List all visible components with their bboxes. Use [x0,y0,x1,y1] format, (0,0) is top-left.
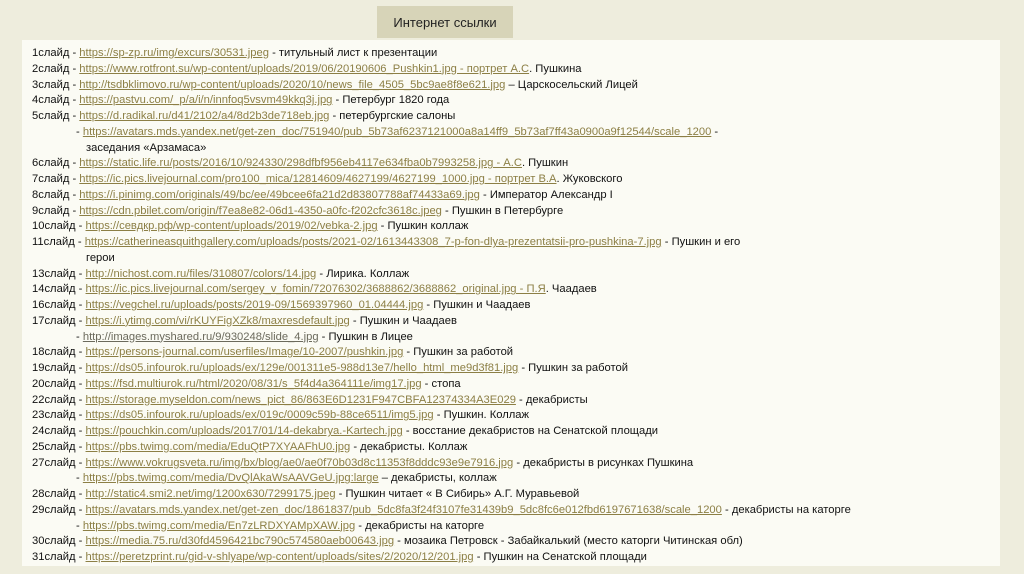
separator: - [75,220,86,233]
separator: - [75,346,86,359]
separator: - [69,62,80,75]
link-description: - Пушкин в Лицее [318,330,413,343]
separator: - [75,535,86,548]
image-url-link[interactable]: http://images.myshared.ru/9/930248/slide_4.jpg [82,330,319,343]
link-description: - мозаика Петровск - Забайкалький (место каторги Читинская обл) [394,535,743,548]
link-description: - Пушкин и Чаадаев [423,299,531,311]
link-description: - Пушкин. Коллаж [433,409,529,422]
slide-number: 2слайд [32,62,70,75]
image-url-link[interactable]: https://static.life.ru/posts/2016/10/924330/298dfbf956eb4117e634fba0b7993258.jpg - А.С [79,157,522,170]
image-url-link[interactable]: https://pbs.twimg.com/media/DvQlAkaWsAAVGeU.jpg:large [82,472,379,485]
link-row [32,534,1000,550]
slide-number: 18слайд [32,346,76,359]
slide-number: 19слайд [32,362,76,374]
link-description: - Пушкин и его [661,236,741,248]
slide-number: 5слайд [32,110,70,122]
link-description: - декабристы на каторге [355,519,485,532]
link-description: - декабристы [515,393,588,406]
link-description: - Петербург 1820 года [332,94,450,107]
separator: - [75,551,86,563]
link-description: - [711,125,719,138]
slide-number: 3слайд [32,78,70,91]
separator: - [76,330,83,343]
link-description: - Император Александр I [479,188,613,201]
slide-number: 17слайд [32,314,76,327]
slide-number: 7слайд [32,173,70,185]
link-row [32,424,1000,440]
link-description: . Чаадаев [545,283,597,296]
separator: - [75,377,86,390]
link-row [32,188,1000,204]
image-url-link[interactable]: https://catherineasquithgallery.com/uploads/posts/2021-02/1613443308_7-p-fon-dlya-prezentatsii-pro-pushkina-7.jpg [84,236,662,248]
slide-number: 30слайд [32,535,76,548]
image-url-link[interactable]: https://avatars.mds.yandex.net/get-zen_doc/751940/pub_5b73af6237121000a8a14ff9_5b73af7ff43a0900a9f12544/scale_1200 [82,125,712,138]
link-description: . Пушкин [521,157,569,170]
image-url-link[interactable]: https://persons-journal.com/userfiles/Image/10-2007/pushkin.jpg [85,346,404,359]
link-row [32,456,1000,472]
separator: - [75,362,86,374]
link-row [32,408,1000,424]
link-description: - восстание декабристов на Сенатской площади [402,425,659,437]
image-url-link[interactable]: https://sp-zp.ru/img/excurs/30531.jpeg [79,47,269,59]
link-description: - стопа [421,377,461,390]
image-url-link[interactable]: http://nichost.com.ru/files/310807/colors/14.jpg [85,267,317,280]
separator: - [75,299,86,311]
separator: - [75,440,86,453]
link-description: - Пушкин и Чаадаев [349,314,457,327]
link-row [32,109,1000,125]
separator: - [69,110,80,122]
link-row [32,440,1000,456]
link-row [32,93,1000,109]
link-description: - Лирика. Коллаж [316,267,410,280]
link-row [32,471,1000,487]
link-description: - Пушкин в Петербурге [441,204,564,217]
image-url-link[interactable]: https://avatars.mds.yandex.net/get-zen_doc/1861837/pub_5dc8fa3f24f3107fe31439b9_5dc8fc6e012fbd6197671638/scale_1200 [85,503,722,516]
separator: - [69,47,80,59]
link-row [32,345,1000,361]
link-description: - Пушкин за работой [518,362,628,374]
slide-number: 28слайд [32,488,76,500]
image-url-link[interactable]: https://pastvu.com/_p/a/i/n/innfoq5vsvm49kkq3j.jpg [79,94,333,107]
link-description: . Жуковского [556,173,623,185]
image-url-link[interactable]: https://cdn.pbilet.com/origin/f7ea8e82-06d1-4350-a0fc-f202cfc3618c.jpeg [79,204,442,217]
image-url-link[interactable]: https://peretzprint.ru/gid-v-shlyape/wp-content/uploads/sites/2/2020/12/201.jpg [85,551,474,563]
link-description: - декабристы. Коллаж [350,440,468,453]
slide-number: 14слайд [32,283,76,296]
slide-number: 24слайд [32,425,76,437]
image-url-link[interactable]: https://ds05.infourok.ru/uploads/ex/129e/001311e5-988d13e7/hello_html_me9d3f81.jpg [85,362,519,374]
slide-number: 1слайд [32,47,70,59]
slide-number: 25слайд [32,440,76,453]
image-url-link[interactable]: https://i.pinimg.com/originals/49/bc/ee/49bcee6fa21d2d83807788af74433a69.jpg [79,188,480,201]
link-description: – декабристы, коллаж [378,472,497,485]
link-description: – Царскосельский Лицей [505,78,638,91]
links-list [32,46,1000,566]
link-row [32,156,1000,172]
image-url-link[interactable]: https://media.75.ru/d30fd4596421bc790c574580aeb00643.jpg [85,535,395,548]
slide-number: 8слайд [32,188,70,201]
link-row [32,46,1000,62]
link-description: - Пушкин на Сенатской площади [473,551,647,563]
image-url-link[interactable]: https://i.ytimg.com/vi/rKUYFigXZk8/maxresdefault.jpg [85,314,350,327]
slide-number: 27слайд [32,456,76,469]
link-row [32,172,1000,188]
slide-number: 22слайд [32,393,76,406]
link-description: - Пушкин коллаж [377,220,469,233]
link-row [32,62,1000,78]
link-row [32,503,1000,519]
image-url-link[interactable]: https://pouchkin.com/uploads/2017/01/14-dekabrya.-Kartech.jpg [85,425,403,437]
link-description: - декабристы в рисунках Пушкина [513,456,694,469]
image-url-link[interactable]: https://ic.pics.livejournal.com/sergey_v_fomin/72076302/3688862/3688862_original.jpg - П.Я [85,283,546,296]
link-description: герои [86,251,115,264]
link-row [32,141,1000,157]
separator: - [74,236,85,248]
separator: - [76,125,83,138]
link-row [32,393,1000,409]
image-url-link[interactable]: https://pbs.twimg.com/media/EduQtP7XYAAFhU0.jpg [85,440,351,453]
separator: - [69,94,80,107]
image-url-link[interactable]: https://www.vokrugsveta.ru/img/bx/blog/ae0/ae0f70b03d8c11353f8dddc93e9e7916.jpg [85,456,514,469]
separator: - [69,173,80,185]
link-row [32,377,1000,393]
separator: - [75,314,86,327]
link-description: - петербургские салоны [329,110,456,122]
separator: - [75,456,86,469]
link-row [32,78,1000,94]
image-url-link[interactable]: https://севдкр.рф/wp-content/uploads/2019/02/vebka-2.jpg [85,220,378,233]
links-panel [22,40,1000,566]
slide-number: 11слайд [32,236,75,248]
link-row [32,282,1000,298]
image-url-link[interactable]: https://ic.pics.livejournal.com/pro100_mica/12814609/4627199/4627199_1000.jpg - портрет В.А [79,173,557,185]
link-row [32,550,1000,566]
slide-number: 23слайд [32,409,76,422]
link-row [32,204,1000,220]
separator: - [69,188,80,201]
separator: - [75,488,86,500]
separator: - [75,409,86,422]
slide-number: 16слайд [32,299,76,311]
link-row [32,314,1000,330]
image-url-link[interactable]: https://ds05.infourok.ru/uploads/ex/019c/0009c59b-88ce6511/img5.jpg [85,409,434,422]
link-row [32,235,1000,251]
link-description: . Пушкина [529,62,582,75]
separator: - [76,519,83,532]
link-row [32,267,1000,283]
separator: - [75,267,86,280]
slide-title-text: Интернет ссылки [393,14,497,30]
link-description: - Пушкин за работой [403,346,514,359]
image-url-link[interactable]: https://pbs.twimg.com/media/En7zLRDXYAMpXAW.jpg [82,519,356,532]
image-url-link[interactable]: https://vegchel.ru/uploads/posts/2019-09/1569397960_01.04444.jpg [85,299,424,311]
separator: - [75,393,86,406]
link-description: - Пушкин читает « В Сибирь» А.Г. Муравьевой [335,488,580,500]
separator: - [69,204,80,217]
slide-title [377,6,513,38]
slide-number: 29слайд [32,503,76,516]
link-row [32,251,1000,267]
slide-number: 10слайд [32,220,76,233]
link-description: - декабристы на каторге [721,503,851,516]
image-url-link[interactable]: https://www.rotfront.su/wp-content/uploads/2019/06/20190606_Pushkin1.jpg - портрет А.С [79,62,530,75]
link-row [32,125,1000,141]
separator: - [75,503,86,516]
slide-number: 13слайд [32,267,76,280]
separator: - [69,78,80,91]
image-url-link[interactable]: https://storage.myseldon.com/news_pict_86/863E6D1231F947CBFA12374334A3E029 [85,393,516,406]
slide-number: 31слайд [32,551,76,563]
link-row [32,219,1000,235]
slide-number: 6слайд [32,157,70,170]
link-row [32,519,1000,535]
link-row [32,298,1000,314]
separator: - [75,425,86,437]
image-url-link[interactable]: http://tsdbklimovo.ru/wp-content/uploads/2020/10/news_file_4505_5bc9ae8f8e621.jpg [79,78,506,91]
link-row [32,361,1000,377]
slide-number: 4слайд [32,94,70,107]
separator: - [69,157,80,170]
link-description: заседания «Арзамаса» [86,141,207,154]
image-url-link[interactable]: http://static4.smi2.net/img/1200x630/7299175.jpeg [85,488,336,500]
image-url-link[interactable]: https://fsd.multiurok.ru/html/2020/08/31/s_5f4d4a364111e/img17.jpg [85,377,422,390]
link-row [32,487,1000,503]
separator: - [76,472,83,485]
image-url-link[interactable]: https://d.radikal.ru/d41/2102/a4/8d2b3de718eb.jpg [79,110,330,122]
slide-number: 20слайд [32,377,76,390]
separator: - [75,283,86,296]
slide-number: 9слайд [32,204,70,217]
link-row [32,330,1000,346]
link-description: - титульный лист к презентации [268,47,438,59]
